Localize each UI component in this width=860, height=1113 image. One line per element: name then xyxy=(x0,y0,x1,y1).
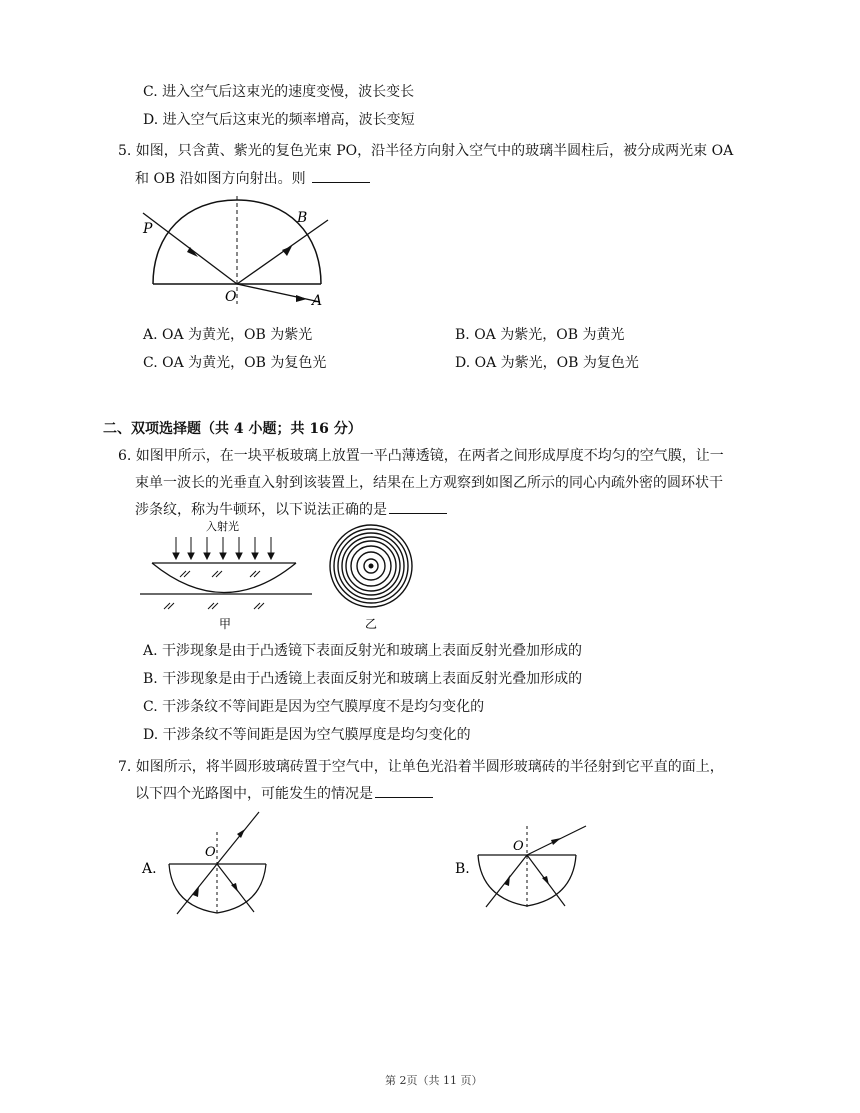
q6-option-b: B. 干涉现象是由于凸透镜上表面反射光和玻璃上表面反射光叠加形成的 xyxy=(143,671,583,687)
page-footer: 第 2页（共 11 页） xyxy=(385,1074,483,1087)
q7-stem-line2: 以下四个光路图中，可能发生的情况是 xyxy=(135,783,433,803)
q5-option-c: C. OA 为黄光，OB 为复色光 xyxy=(143,355,327,371)
label-fig-a: A. xyxy=(142,861,157,877)
q6-option-a: A. 干涉现象是由于凸透镜下表面反射光和玻璃上表面反射光叠加形成的 xyxy=(143,643,583,659)
q7-stem-line1: 7. 如图所示，将半圆形玻璃砖置于空气中，让单色光沿着半圆形玻璃砖的半径射到它平直的面上， xyxy=(118,759,724,775)
q5-option-d: D. OA 为紫光，OB 为复色光 xyxy=(455,355,639,371)
label-incident-light: 入射光 xyxy=(206,520,239,533)
q6-stem-line3: 涉条纹，称为牛顿环，以下说法正确的是 xyxy=(135,499,447,519)
label-o-b: O xyxy=(513,839,524,854)
label-b: B xyxy=(297,210,308,226)
label-p: P xyxy=(143,221,153,237)
q6-stem-line2: 束单一波长的光垂直入射到该装置上，结果在上方观察到如图乙所示的同心内疏外密的圆环状干 xyxy=(135,475,723,491)
q5-option-a: A. OA 为黄光，OB 为紫光 xyxy=(143,327,313,343)
q6-option-c: C. 干涉条纹不等间距是因为空气膜厚度不是均匀变化的 xyxy=(143,699,485,715)
label-a: A xyxy=(312,293,323,309)
label-o: O xyxy=(225,289,237,305)
label-jia: 甲 xyxy=(219,617,232,631)
q5-stem-line1: 5. 如图，只含黄、紫光的复色光束 PO，沿半径方向射入空气中的玻璃半圆柱后，被分成两光束 OA xyxy=(118,143,734,159)
label-yi: 乙 xyxy=(365,617,378,631)
q4-option-d: D. 进入空气后这束光的频率增高，波长变短 xyxy=(143,112,415,128)
q4-option-c: C. 进入空气后这束光的速度变慢，波长变长 xyxy=(143,84,415,100)
q6-option-d: D. 干涉条纹不等间距是因为空气膜厚度是均匀变化的 xyxy=(143,727,471,743)
label-fig-b: B. xyxy=(455,861,470,877)
q6-stem-line1: 6. 如图甲所示，在一块平板玻璃上放置一平凸薄透镜，在两者之间形成厚度不均匀的空气膜，让一 xyxy=(118,448,724,464)
section-title: 二、双项选择题（共 4 小题；共 16 分） xyxy=(103,421,362,437)
q5-option-b: B. OA 为紫光，OB 为黄光 xyxy=(455,327,625,343)
q5-stem-line2: 和 OB 沿如图方向射出。则 xyxy=(135,168,370,188)
label-o-a: O xyxy=(205,845,216,860)
